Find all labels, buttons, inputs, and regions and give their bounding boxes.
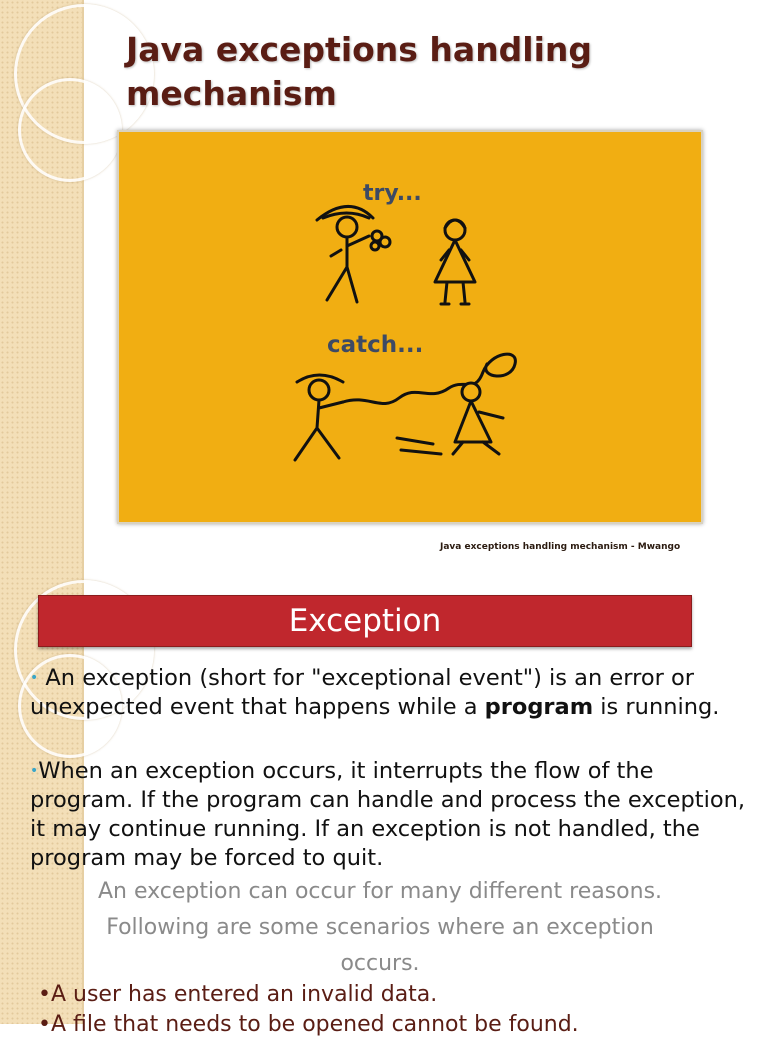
paragraph-exception-flow bbox=[30, 757, 760, 873]
decorative-ring bbox=[18, 78, 122, 182]
slide-footer: Java exceptions handling mechanism - Mwango bbox=[440, 542, 681, 552]
cartoon-caption-catch: catch... bbox=[327, 332, 424, 358]
try-catch-cartoon-image bbox=[117, 130, 703, 524]
slide-2 bbox=[0, 576, 768, 1037]
scenarios-intro: An exception can occur for many different reasons. Following are some scenarios where an exception occurs. bbox=[97, 879, 663, 976]
section-banner: Exception bbox=[38, 595, 692, 647]
paragraph-exception-definition bbox=[30, 664, 760, 722]
paragraph-text: is running. bbox=[593, 694, 720, 720]
paragraph-text: An exception (short for "exceptional event") is an error or unexpected event that happens while a bbox=[30, 665, 695, 720]
bullet-icon: • bbox=[30, 670, 39, 686]
cartoon-caption-try: try... bbox=[363, 181, 422, 206]
scenario-list-item: •A user has entered an invalid data. bbox=[38, 982, 438, 1007]
scenario-list-item: •A file that needs to be opened cannot be found. bbox=[38, 1012, 579, 1037]
paragraph-text: When an exception occurs, it interrupts the flow of the program. If the program can handle and process the exception, it may continue running. If an exception is not handled, the program may be forced to quit. bbox=[30, 758, 746, 871]
slide-title: Java exceptions handling mechanism bbox=[126, 30, 593, 113]
bullet-icon: • bbox=[30, 763, 39, 779]
cartoon-illustration bbox=[119, 132, 705, 526]
bold-keyword: program bbox=[484, 694, 594, 720]
